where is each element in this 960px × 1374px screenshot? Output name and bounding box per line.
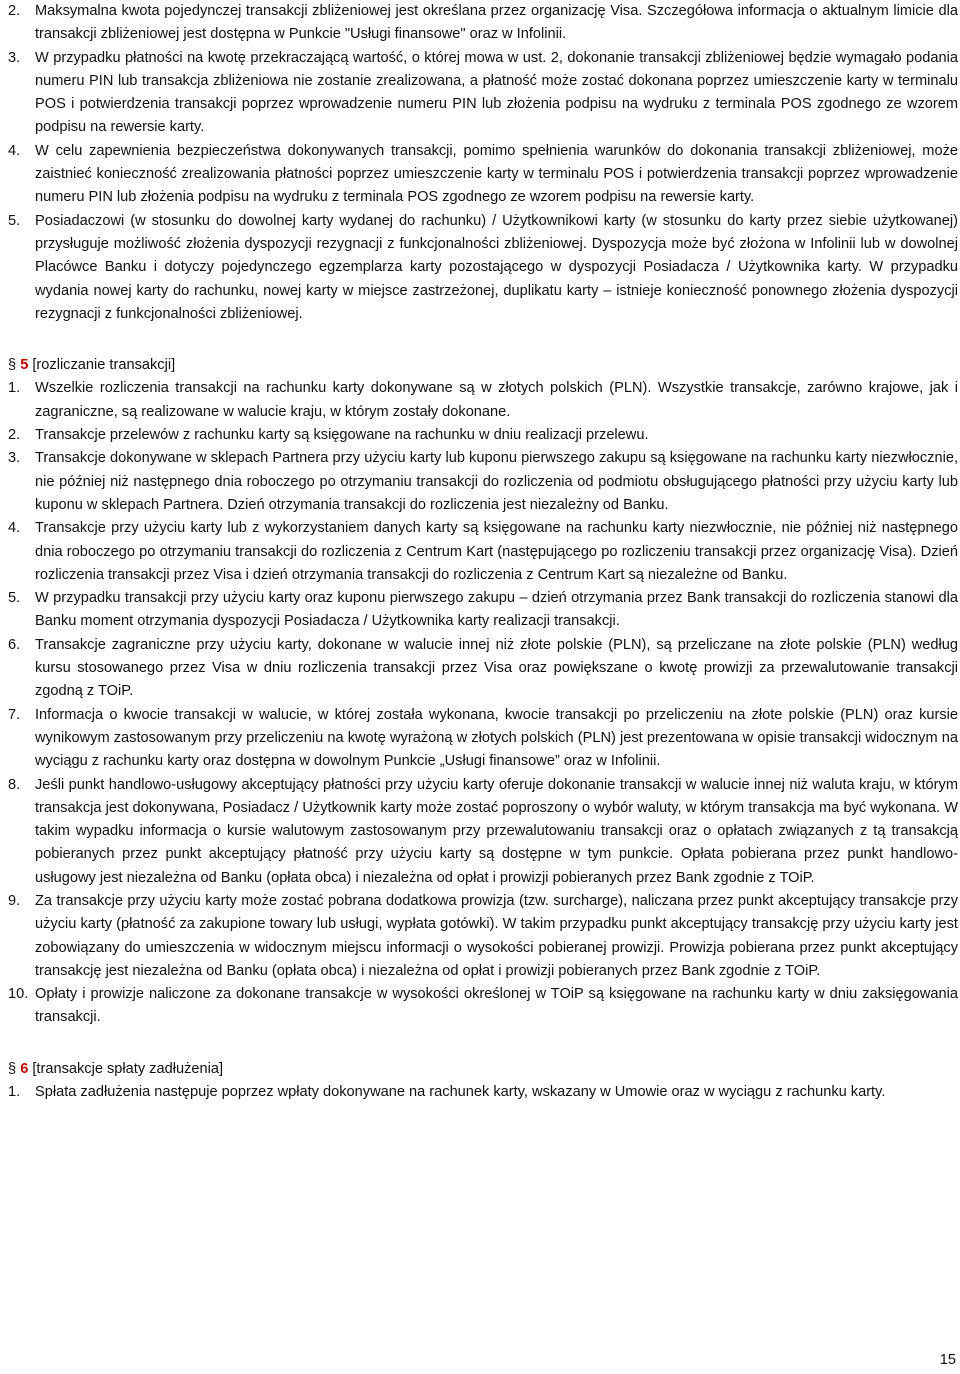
section-number: 6 bbox=[20, 1060, 29, 1077]
item-text: Spłata zadłużenia następuje poprzez wpłaty dokonywane na rachunek karty, wskazany w Umowie oraz w wyciągu z rachunku karty. bbox=[35, 1084, 886, 1101]
paragraph-symbol: § bbox=[8, 357, 17, 374]
item-number: 4. bbox=[8, 520, 21, 537]
section-6-heading bbox=[8, 1058, 958, 1081]
item-number: 2. bbox=[8, 3, 21, 19]
list-item bbox=[8, 704, 958, 774]
section-5-heading bbox=[8, 354, 958, 377]
item-text: Transakcje dokonywane w sklepach Partnera przy użyciu karty lub kuponu pierwszego zakupu są księgowane na rachunku karty niezwłocznie, nie później niż następnego dnia roboczego po otrzymaniu transakcji do rozliczenia od podmiotu obsługującego płatności przy użyciu karty lub kuponu w sklepach Partnera. Dzień otrzymania transakcji do rozliczenia jest niezależny od Banku. bbox=[35, 450, 958, 513]
item-text: Transakcje zagraniczne przy użyciu karty, dokonane w walucie innej niż złote polskie (PLN), są przeliczane na złote polskie (PLN) według kursu stosowanego przez Visa w dniu rozliczenia transakcji przez Visa oraz powiększane o kwotę prowizji za przewalutowanie transakcji zgodną z TOiP. bbox=[35, 636, 958, 700]
item-number: 1. bbox=[8, 1084, 21, 1101]
list-item bbox=[8, 1081, 958, 1104]
list-item bbox=[8, 210, 958, 326]
list-item bbox=[8, 0, 958, 47]
item-text: W celu zapewnienia bezpieczeństwa dokonywanych transakcji, pomimo spełnienia warunków do dokonania transakcji zbliżeniowej, może zaistnieć konieczność zrealizowania płatności poprzez umieszczenie karty w terminalu POS i potwierdzenia transakcji poprzez wprowadzenie numeru PIN lub złożenia podpisu na wydruku z terminala POS zgodnego ze wzorem podpisu na rewersie karty. bbox=[35, 142, 958, 206]
item-number: 8. bbox=[8, 776, 21, 793]
item-text: W przypadku płatności na kwotę przekraczającą wartość, o której mowa w ust. 2, dokonanie transakcji zbliżeniowej będzie wymagało podania numeru PIN lub transakcja zbliżeniowa nie zostanie zrealizowana, a płatność może zostać dokonana poprzez umieszczenie karty w terminalu POS i potwierdzenia transakcji poprzez wprowadzenie numeru PIN lub złożenia podpisu na wydruku z terminala POS zgodnego ze wzorem podpisu na rewersie karty. bbox=[35, 49, 958, 136]
item-number: 3. bbox=[8, 450, 21, 467]
document-page bbox=[8, 0, 958, 1104]
item-number: 3. bbox=[8, 49, 21, 66]
list-item bbox=[8, 424, 958, 447]
list-item bbox=[8, 517, 958, 587]
item-text: Informacja o kwocie transakcji w walucie, w której została wykonana, kwocie transakcji po przeliczeniu na złote polskie (PLN) oraz kursie wynikowym zastosowanym przy przeliczeniu na kwotę wyrażoną w złotych polskich (PLN) jest prezentowana w opisie transakcji widocznym na wyciągu z rachunku karty oraz dostępna w dowolnym Punkcie „Usługi finansowe” oraz w Infolinii. bbox=[35, 706, 958, 770]
page-number: 15 bbox=[939, 1352, 956, 1368]
item-text: Posiadaczowi (w stosunku do dowolnej karty wydanej do rachunku) / Użytkownikowi karty (w stosunku do karty przez siebie użytkowanej) przysługuje możliwość złożenia dyspozycji rezygnacji z funkcjonalności zbliżeniowej. Dyspozycja może być złożona w Infolinii lub w dowolnej Placówce Banku i dotyczy pojedynczego egzemplarza karty pozostającego w dyspozycji Posiadacza / Użytkownika karty. W przypadku wydania nowej karty do rachunku, nowej karty w miejsce zastrzeżonej, duplikatu karty – istnieje konieczność ponownego złożenia dyspozycji rezygnacji z funkcjonalności zbliżeniowej. bbox=[35, 212, 958, 322]
list-item bbox=[8, 890, 958, 983]
section-title: [transakcje spłaty zadłużenia] bbox=[32, 1060, 224, 1077]
list-item bbox=[8, 634, 958, 704]
item-text: Opłaty i prowizje naliczone za dokonane transakcje w wysokości określonej w TOiP są księgowane na rachunku karty w dniu zaksięgowania transakcji. bbox=[35, 986, 958, 1026]
list-item bbox=[8, 140, 958, 210]
list-item bbox=[8, 983, 958, 1030]
item-text: Jeśli punkt handlowo-usługowy akceptujący płatności przy użyciu karty oferuje dokonanie transakcji w walucie innej niż waluta kraju, w którym transakcja jest dokonywana, Posiadacz / Użytkownik karty może zostać poproszony o wybór waluty, w którym transakcja ma być wykonana. W takim wypadku informacja o kursie walutowym zastosowanym przy przewalutowaniu transakcji oraz o opłatach związanych z tą transakcją pobieranych przez punkt akceptujący płatność przy użyciu karty są dostępne w tym punkcie. Opłata pobierana przez punkt handlowo-usługowy jest niezależna od Banku (opłata obca) i niezależna od opłat i prowizji pobieranych przez Bank zgodnie z TOiP. bbox=[35, 776, 958, 886]
item-number: 5. bbox=[8, 590, 21, 607]
list-item bbox=[8, 447, 958, 517]
section-6-list bbox=[8, 1081, 958, 1104]
item-number: 5. bbox=[8, 212, 21, 229]
paragraph-symbol: § bbox=[8, 1060, 17, 1077]
item-number: 1. bbox=[8, 380, 21, 397]
intro-list bbox=[8, 0, 958, 326]
list-item bbox=[8, 377, 958, 424]
item-text: Za transakcje przy użyciu karty może zostać pobrana dodatkowa prowizja (tzw. surcharge), naliczana przez punkt akceptujący transakcje przy użyciu karty (płatność za zakupione towary lub usługi, wypłata gotówki). W takim przypadku punkt akceptujący transakcję przy użyciu karty jest zobowiązany do umieszczenia w widocznym miejscu informacji o wysokości pobieranej prowizji. Prowizja pobierana przez punkt akceptujący transakcję jest niezależna od Banku (opłata obca) i niezależna od opłat i prowizji pobieranych przez Bank zgodnie z TOiP. bbox=[35, 892, 958, 979]
item-text: W przypadku transakcji przy użyciu karty oraz kuponu pierwszego zakupu – dzień otrzymania przez Bank transakcji do rozliczenia stanowi dla Banku moment otrzymania dyspozycji Posiadacza / Użytkownika karty realizacji transakcji. bbox=[35, 590, 958, 630]
list-item bbox=[8, 774, 958, 890]
item-text: Maksymalna kwota pojedynczej transakcji zbliżeniowej jest określana przez organizację Visa. Szczegółowa informacja o aktualnym limicie dla transakcji zbliżeniowej jest dostępna w Punkcie "Usługi finansowe" oraz w Infolinii. bbox=[35, 3, 958, 43]
list-item bbox=[8, 587, 958, 634]
section-title: [rozliczanie transakcji] bbox=[32, 357, 176, 374]
item-number: 4. bbox=[8, 142, 21, 159]
item-text: Wszelkie rozliczenia transakcji na rachunku karty dokonywane są w złotych polskich (PLN). Wszystkie transakcje, zarówno krajowe, jak i zagraniczne, są realizowane w walucie kraju, w którym zostały dokonane. bbox=[35, 380, 958, 420]
list-item bbox=[8, 47, 958, 140]
item-number: 7. bbox=[8, 706, 21, 723]
item-number: 6. bbox=[8, 636, 21, 653]
section-number: 5 bbox=[20, 357, 29, 374]
item-number: 2. bbox=[8, 427, 21, 444]
item-text: Transakcje przy użyciu karty lub z wykorzystaniem danych karty są księgowane na rachunku karty niezwłocznie, nie później niż następnego dnia roboczego po otrzymaniu transakcji do rozliczenia z Centrum Kart (następującego po rozliczeniu transakcji przez organizację Visa). Dzień rozliczenia transakcji przez Visa i dzień otrzymania transakcji do rozliczenia z Centrum Kart są niezależne od Banku. bbox=[35, 520, 958, 583]
item-text: Transakcje przelewów z rachunku karty są księgowane na rachunku w dniu realizacji przelewu. bbox=[35, 427, 649, 444]
section-5-list bbox=[8, 377, 958, 1029]
item-number: 10. bbox=[8, 986, 29, 1003]
item-number: 9. bbox=[8, 892, 21, 909]
